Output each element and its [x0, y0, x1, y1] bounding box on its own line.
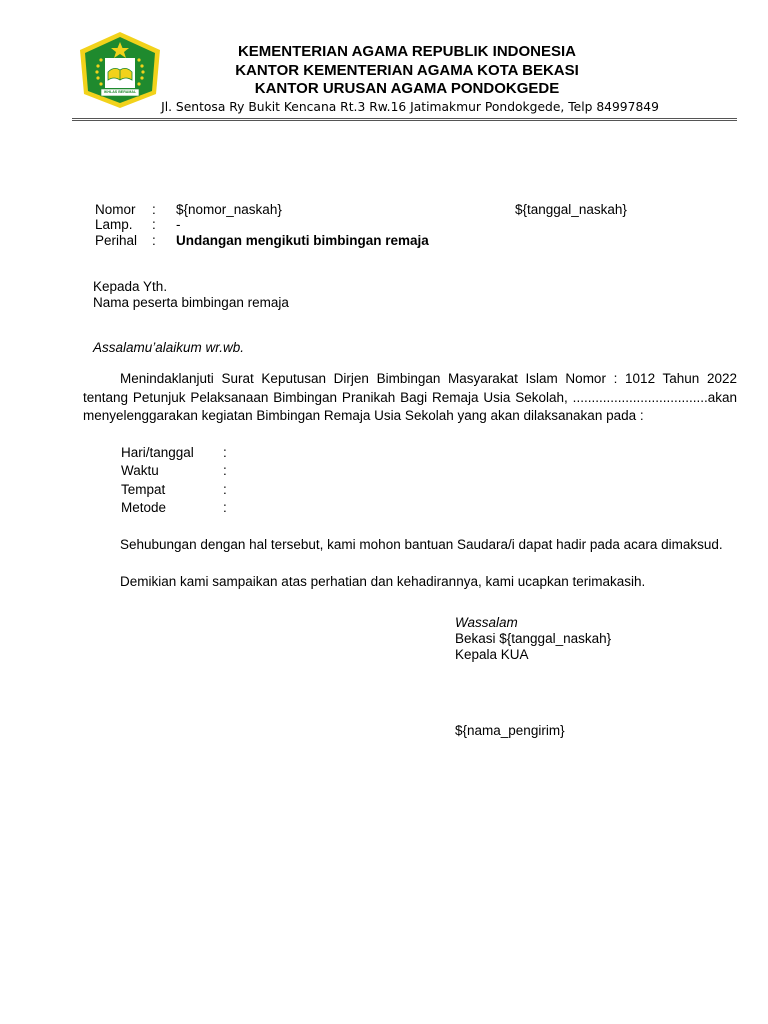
recipient-name: Nama peserta bimbingan remaja	[93, 295, 289, 310]
detail-colon: :	[223, 500, 227, 515]
header-address: Jl. Sentosa Ry Bukit Kencana Rt.3 Rw.16 Jatimakmur Pondokgede, Telp 84997849	[161, 100, 659, 114]
closing-position: Kepala KUA	[455, 647, 529, 662]
perihal-colon: :	[152, 233, 156, 248]
logo-banner-text: IKHLAS BERAMAL	[103, 89, 137, 94]
greeting: Assalamu’alaikum wr.wb.	[93, 340, 245, 355]
detail-label-hari-tanggal: Hari/tanggal	[121, 445, 194, 460]
header-regional-office: KANTOR KEMENTERIAN AGAMA KOTA BEKASI	[235, 62, 579, 79]
lamp-value: -	[176, 217, 181, 232]
detail-colon: :	[223, 482, 227, 497]
detail-label-tempat: Tempat	[121, 482, 166, 497]
body-paragraph-3: Demikian kami sampaikan atas perhatian dan kehadirannya, kami ucapkan terimakasih.	[120, 574, 646, 589]
body-paragraph-2: Sehubungan dengan hal tersebut, kami mohon bantuan Saudara/i dapat hadir pada acara dimaksud.	[120, 537, 723, 552]
letter-date: ${tanggal_naskah}	[515, 202, 627, 217]
nomor-colon: :	[152, 202, 156, 217]
header-kua-office: KANTOR URUSAN AGAMA PONDOKGEDE	[254, 80, 560, 97]
header-divider	[72, 118, 737, 121]
lamp-colon: :	[152, 217, 156, 232]
perihal-label: Perihal	[95, 233, 138, 248]
body-paragraph-1: Menindaklanjuti Surat Keputusan Dirjen Bimbingan Masyarakat Islam Nomor : 1012 Tahun 2022 tentang Petunjuk Pelaksanaan Bimbingan Pranikah Bagi Remaja Usia Sekolah, ....................................akan menyelenggarakan kegiatan Bimbingan Remaja Usia Sekolah yang akan dilaksanakan pada :	[83, 371, 737, 423]
closing-wassalam: Wassalam	[455, 615, 518, 630]
detail-colon: :	[223, 445, 227, 460]
detail-label-metode: Metode	[121, 500, 167, 515]
nomor-value: ${nomor_naskah}	[176, 202, 282, 217]
detail-label-waktu: Waktu	[121, 463, 159, 478]
perihal-value: Undangan mengikuti bimbingan remaja	[176, 233, 429, 248]
header-ministry: KEMENTERIAN AGAMA REPUBLIK INDONESIA	[237, 43, 577, 60]
lamp-label: Lamp.	[95, 217, 133, 232]
detail-colon: :	[223, 463, 227, 478]
closing-place-date: Bekasi ${tanggal_naskah}	[455, 631, 612, 646]
recipient-title: Kepada Yth.	[93, 279, 168, 294]
signer-name: ${nama_pengirim}	[455, 723, 565, 738]
nomor-label: Nomor	[95, 202, 136, 217]
